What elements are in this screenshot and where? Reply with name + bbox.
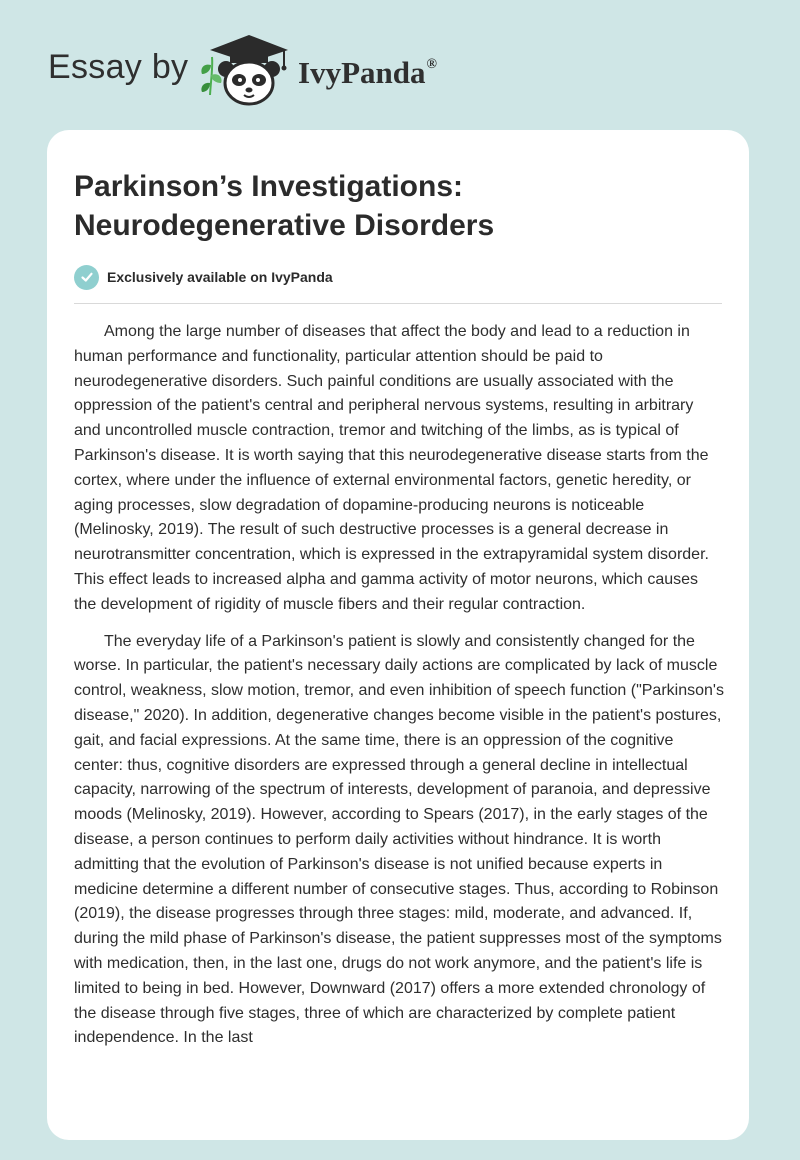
essay-card	[47, 130, 749, 1140]
exclusive-badge	[74, 264, 333, 290]
paragraph: Among the large number of diseases that affect the body and lead to a reduction in human performance and functionality, particular attention should be paid to neurodegenerative disorders. Such painful conditions are usually associated with the oppression of the patient's central and peripheral nervous systems, resulting in arbitrary and uncontrolled muscle contraction, tremor and twitching of the limbs, as is typical of Parkinson's disease. It is worth saying that this neurodegenerative disease starts from the cortex, where under the influence of external environmental factors, genetic heredity, or aging processes, slow degradation of dopamine-producing neurons is noticeable (Melinosky, 2019). The result of such destructive processes is a general decrease in neurotransmitter concentration, which is expressed in the extrapyramidal system disorder. This effect leads to increased alpha and gamma activity of motor neurons, which causes the development of rigidity of muscle fibers and their regular contraction.	[74, 323, 709, 613]
essay-by-label: Essay by	[48, 48, 189, 86]
panda-graduation-cap-icon	[208, 33, 290, 107]
registered-mark: ®	[426, 56, 437, 72]
check-badge-icon	[74, 265, 99, 290]
brand-name	[298, 55, 437, 91]
title-line-2: Neurodegenerative Disorders	[74, 209, 495, 242]
site-header	[0, 0, 800, 130]
exclusive-label: Exclusively available on IvyPanda	[107, 269, 333, 285]
page-title	[74, 167, 714, 245]
brand-text: IvyPanda	[298, 55, 426, 90]
paragraph: The everyday life of a Parkinson's patient is slowly and consistently changed for the worse. In particular, the patient's necessary daily actions are complicated by lack of muscle control, weakness, slow motion, tremor, and even inhibition of speech function ("Parkinson's disease," 2020). In addition, degenerative changes become visible in the patient's postures, gait, and facial expressions. At the same time, there is an oppression of the cognitive center: thus, cognitive disorders are expressed through a general decline in intellectual capacity, narrowing of the spectrum of interests, development of paranoia, and depressive moods (Melinosky, 2019). However, according to Spears (2017), in the early stages of the disease, a person continues to perform daily activities without hindrance. It is worth admitting that the evolution of Parkinson's disease is not unified because experts in medicine determine a different number of consecutive stages. Thus, according to Robinson (2019), the disease progresses through three stages: mild, moderate, and advanced. If, during the mild phase of Parkinson's disease, the patient suppresses most of the symptoms with medication, then, in the last one, drugs do not work anymore, and the patient's life is limited to being in bed. However, Downward (2017) offers a more extended chronology of the disease through five stages, three of which are characterized by complete patient independence. In the last	[74, 632, 724, 1047]
title-line-1: Parkinson’s Investigations:	[74, 170, 463, 203]
divider	[74, 303, 722, 304]
essay-body	[74, 320, 724, 1063]
